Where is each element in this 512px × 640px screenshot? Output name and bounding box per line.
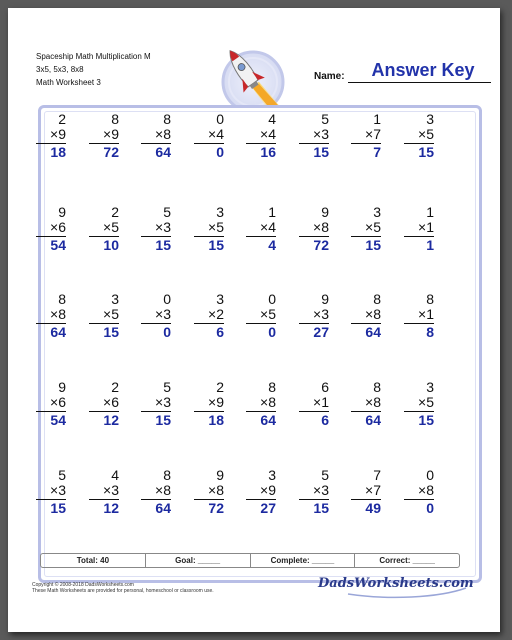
multiplicand: 8: [163, 111, 171, 127]
multiplier: ×9: [246, 483, 276, 500]
answer[interactable]: 15: [313, 144, 329, 160]
dads-worksheets-logo[interactable]: [318, 574, 474, 600]
multiplication-problem: [141, 468, 171, 516]
problem-row: [36, 380, 468, 440]
problem-row: [36, 292, 468, 352]
multiplier: ×3: [141, 220, 171, 237]
multiplication-problem: [299, 468, 329, 516]
copyright-line: Copyright © 2008-2018 DadsWorksheets.com: [32, 582, 134, 588]
multiplier: ×3: [89, 483, 119, 500]
multiplicand: 8: [163, 467, 171, 483]
multiplier: ×8: [194, 483, 224, 500]
multiplicand: 0: [268, 291, 276, 307]
answer[interactable]: 64: [260, 412, 276, 428]
multiplication-problem: [299, 112, 329, 160]
answer[interactable]: 1: [426, 237, 434, 253]
answer[interactable]: 15: [418, 144, 434, 160]
multiplicand: 9: [58, 379, 66, 395]
answer[interactable]: 10: [103, 237, 119, 253]
multiplicand: 3: [268, 467, 276, 483]
multiplication-problem: [36, 380, 66, 428]
multiplication-problem: [351, 292, 381, 340]
multiplier: ×6: [89, 395, 119, 412]
multiplier: ×3: [299, 127, 329, 144]
multiplier: ×3: [36, 483, 66, 500]
multiplicand: 9: [58, 204, 66, 220]
multiplier: ×5: [89, 220, 119, 237]
multiplicand: 8: [268, 379, 276, 395]
multiplicand: 8: [373, 379, 381, 395]
answer[interactable]: 12: [103, 412, 119, 428]
multiplicand: 4: [268, 111, 276, 127]
answer[interactable]: 72: [208, 500, 224, 516]
multiplier: ×6: [36, 220, 66, 237]
multiplication-problem: [404, 292, 434, 340]
name-label: Name:: [314, 71, 345, 82]
multiplier: ×7: [351, 127, 381, 144]
multiplication-problem: [89, 468, 119, 516]
multiplication-problem: [351, 112, 381, 160]
multiplier: ×5: [351, 220, 381, 237]
answer[interactable]: 27: [260, 500, 276, 516]
multiplication-problem: [194, 380, 224, 428]
complete-field[interactable]: Complete: _____: [251, 554, 356, 567]
multiplicand: 6: [321, 379, 329, 395]
multiplicand: 1: [373, 111, 381, 127]
multiplier: ×1: [299, 395, 329, 412]
multiplier: ×3: [299, 307, 329, 324]
multiplier: ×8: [299, 220, 329, 237]
multiplier: ×7: [351, 483, 381, 500]
multiplication-problem: [246, 380, 276, 428]
multiplicand: 3: [373, 204, 381, 220]
multiplicand: 1: [268, 204, 276, 220]
multiplicand: 3: [426, 379, 434, 395]
multiplier: ×4: [246, 127, 276, 144]
answer[interactable]: 15: [365, 237, 381, 253]
multiplication-problem: [194, 112, 224, 160]
multiplication-problem: [141, 292, 171, 340]
answer[interactable]: 64: [155, 500, 171, 516]
multiplication-problem: [246, 292, 276, 340]
multiplier: ×8: [141, 483, 171, 500]
answer[interactable]: 0: [216, 144, 224, 160]
multiplicand: 8: [58, 291, 66, 307]
multiplier: ×5: [89, 307, 119, 324]
multiplicand: 8: [373, 291, 381, 307]
multiplier: ×9: [194, 395, 224, 412]
multiplication-problem: [36, 205, 66, 253]
answer[interactable]: 64: [50, 324, 66, 340]
answer-key-label: Answer Key: [371, 60, 475, 80]
multiplier: ×5: [404, 395, 434, 412]
multiplier: ×3: [141, 307, 171, 324]
multiplicand: 5: [321, 467, 329, 483]
multiplication-problem: [36, 112, 66, 160]
multiplication-problem: [89, 380, 119, 428]
multiplication-problem: [141, 380, 171, 428]
answer[interactable]: 15: [418, 412, 434, 428]
multiplicand: 4: [111, 467, 119, 483]
answer[interactable]: 12: [103, 500, 119, 516]
problem-row: [36, 205, 468, 265]
answer[interactable]: 0: [268, 324, 276, 340]
multiplication-problem: [299, 205, 329, 253]
multiplier: ×5: [404, 127, 434, 144]
multiplication-problem: [194, 292, 224, 340]
worksheet-title: Spaceship Math Multiplication M: [36, 52, 151, 61]
multiplier: ×8: [351, 395, 381, 412]
answer[interactable]: 15: [155, 237, 171, 253]
multiplicand: 3: [216, 204, 224, 220]
answer[interactable]: 64: [155, 144, 171, 160]
multiplication-problem: [404, 112, 434, 160]
goal-field[interactable]: Goal: _____: [146, 554, 251, 567]
multiplicand: 9: [321, 291, 329, 307]
multiplication-problem: [351, 380, 381, 428]
multiplier: ×3: [299, 483, 329, 500]
multiplicand: 8: [111, 111, 119, 127]
correct-field[interactable]: Correct: _____: [379, 556, 435, 565]
multiplication-problem: [89, 205, 119, 253]
answer[interactable]: 18: [50, 144, 66, 160]
multiplier: ×8: [141, 127, 171, 144]
multiplicand: 2: [111, 204, 119, 220]
multiplier: ×9: [89, 127, 119, 144]
usage-line: These Math Worksheets are provided for personal, homeschool or classroom use.: [32, 588, 214, 594]
multiplication-problem: [404, 380, 434, 428]
multiplication-problem: [36, 468, 66, 516]
worksheet-header: [36, 50, 151, 89]
multiplicand: 5: [163, 379, 171, 395]
multiplier: ×4: [246, 220, 276, 237]
multiplicand: 0: [426, 467, 434, 483]
multiplication-problem: [246, 205, 276, 253]
multiplier: ×8: [351, 307, 381, 324]
multiplication-problem: [299, 380, 329, 428]
multiplicand: 3: [216, 291, 224, 307]
logo-text: DadsWorksheets.com: [318, 576, 474, 591]
multiplicand: 3: [111, 291, 119, 307]
multiplication-problem: [141, 112, 171, 160]
answer[interactable]: 0: [426, 500, 434, 516]
multiplier: ×8: [36, 307, 66, 324]
answer[interactable]: 15: [155, 412, 171, 428]
multiplication-problem: [246, 468, 276, 516]
multiplication-problem: [194, 468, 224, 516]
multiplication-problem: [351, 468, 381, 516]
copyright-notice: [32, 582, 214, 594]
answer[interactable]: 0: [163, 324, 171, 340]
answer[interactable]: 54: [50, 237, 66, 253]
answer[interactable]: 18: [208, 412, 224, 428]
multiplicand: 3: [426, 111, 434, 127]
answer[interactable]: 64: [365, 324, 381, 340]
multiplier: ×8: [404, 483, 434, 500]
worksheet-number: Math Worksheet 3: [36, 78, 101, 87]
multiplier: ×8: [246, 395, 276, 412]
score-footer: [40, 553, 460, 568]
multiplicand: 9: [216, 467, 224, 483]
multiplication-problem: [246, 112, 276, 160]
answer[interactable]: 4: [268, 237, 276, 253]
multiplication-problem: [404, 205, 434, 253]
multiplier: ×4: [194, 127, 224, 144]
problem-row: [36, 468, 468, 528]
multiplication-problem: [89, 292, 119, 340]
answer[interactable]: 72: [313, 237, 329, 253]
answer[interactable]: 49: [365, 500, 381, 516]
answer[interactable]: 15: [50, 500, 66, 516]
answer[interactable]: 54: [50, 412, 66, 428]
answer[interactable]: 15: [208, 237, 224, 253]
multiplication-problem: [299, 292, 329, 340]
answer[interactable]: 6: [216, 324, 224, 340]
answer[interactable]: 8: [426, 324, 434, 340]
answer[interactable]: 27: [313, 324, 329, 340]
problem-row: [36, 112, 468, 172]
multiplicand: 0: [163, 291, 171, 307]
multiplier: ×1: [404, 307, 434, 324]
multiplication-problem: [141, 205, 171, 253]
worksheet-facts: 3x5, 5x3, 8x8: [36, 65, 84, 74]
multiplicand: 8: [426, 291, 434, 307]
multiplicand: 9: [321, 204, 329, 220]
multiplication-problem: [194, 205, 224, 253]
answer[interactable]: 7: [373, 144, 381, 160]
multiplication-problem: [89, 112, 119, 160]
answer[interactable]: 6: [321, 412, 329, 428]
multiplier: ×5: [246, 307, 276, 324]
name-underline: [348, 82, 491, 83]
multiplicand: 5: [321, 111, 329, 127]
multiplier: ×5: [194, 220, 224, 237]
multiplier: ×6: [36, 395, 66, 412]
multiplicand: 0: [216, 111, 224, 127]
multiplicand: 1: [426, 204, 434, 220]
multiplicand: 2: [216, 379, 224, 395]
multiplicand: 7: [373, 467, 381, 483]
multiplier: ×9: [36, 127, 66, 144]
answer[interactable]: 64: [365, 412, 381, 428]
answer[interactable]: 72: [103, 144, 119, 160]
multiplication-problem: [36, 292, 66, 340]
multiplication-problem: [351, 205, 381, 253]
multiplier: ×2: [194, 307, 224, 324]
multiplicand: 5: [163, 204, 171, 220]
name-field[interactable]: [308, 62, 493, 86]
multiplier: ×3: [141, 395, 171, 412]
multiplicand: 2: [58, 111, 66, 127]
multiplication-problem: [404, 468, 434, 516]
multiplicand: 2: [111, 379, 119, 395]
multiplicand: 5: [58, 467, 66, 483]
answer[interactable]: 15: [313, 500, 329, 516]
answer[interactable]: 15: [103, 324, 119, 340]
answer[interactable]: 16: [260, 144, 276, 160]
total-count: Total: 40: [41, 554, 146, 567]
multiplier: ×1: [404, 220, 434, 237]
